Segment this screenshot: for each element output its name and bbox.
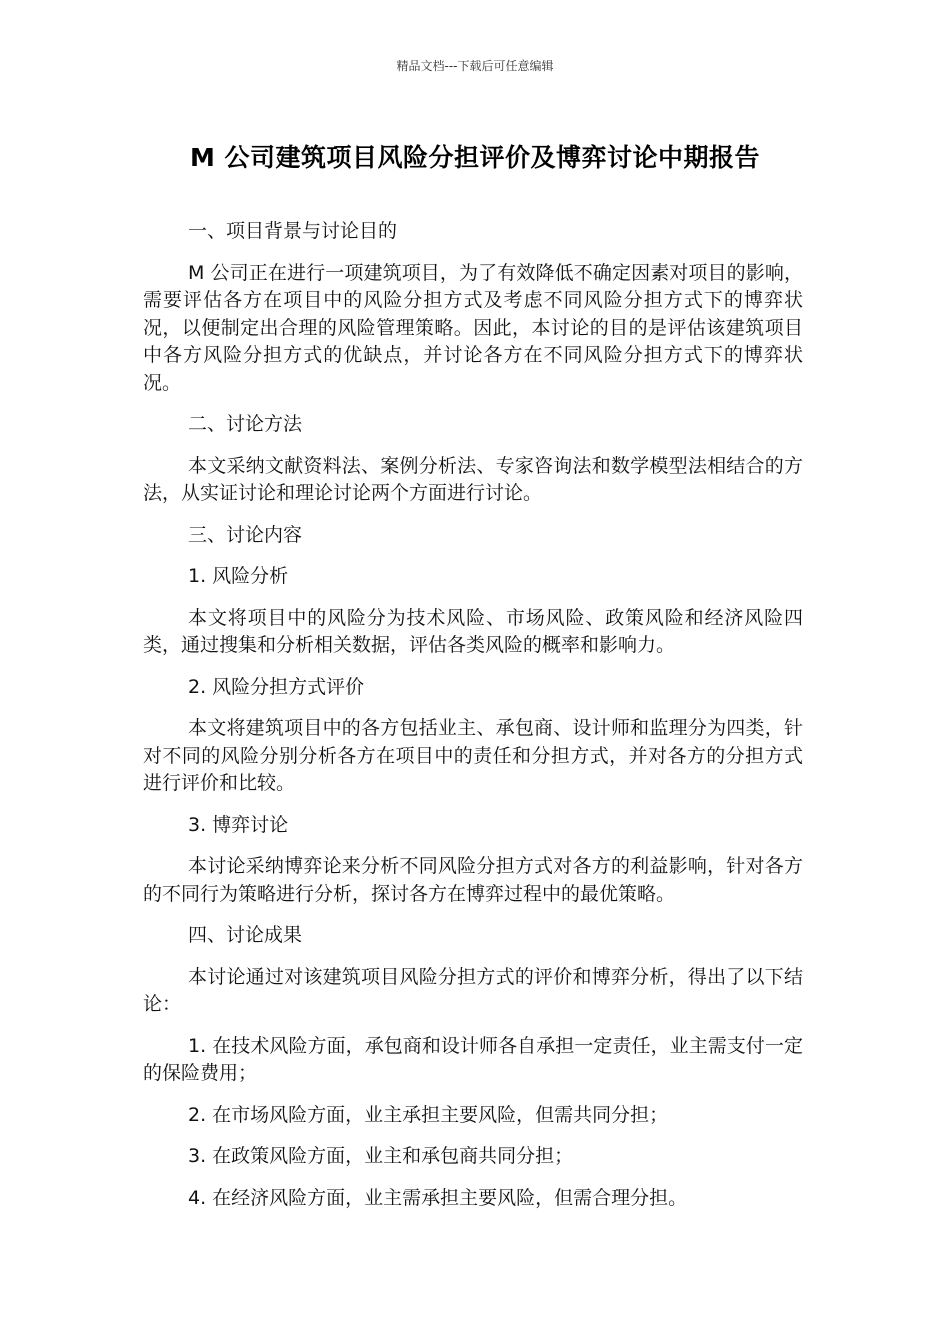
paragraph-risk-sharing: 本文将建筑项目中的各方包括业主、承包商、设计师和监理分为四类，针对不同的风险分别分析各方在项目中的责任和分担方式，并对各方的分担方式进行评价和比较。: [143, 717, 803, 794]
section-heading-background: 一、项目背景与讨论目的: [188, 220, 398, 242]
document-title: M 公司建筑项目风险分担评价及博弈讨论中期报告: [189, 143, 761, 172]
paragraph-results-intro: 本讨论通过对该建筑项目风险分担方式的评价和博弈分析，得出了以下结论：: [143, 965, 803, 1015]
list-item-conclusion: 1. 在技术风险方面，承包商和设计师各自承担一定责任，业主需支付一定的保险费用；: [143, 1034, 803, 1084]
paragraph-background: M 公司正在进行一项建筑项目，为了有效降低不确定因素对项目的影响，需要评估各方在项目中的风险分担方式及考虑不同风险分担方式下的博弈状况，以便制定出合理的风险管理策略。因此，本讨论的目的是评估该建筑项目中各方风险分担方式的优缺点，并讨论各方在不同风险分担方式下的博弈状况。: [143, 261, 803, 394]
section-heading-results: 四、讨论成果: [188, 924, 303, 946]
section-heading-content: 三、讨论内容: [188, 523, 303, 546]
list-item-conclusion: 2. 在市场风险方面，业主承担主要风险，但需共同分担；: [188, 1103, 669, 1126]
section-heading-method: 二、讨论方法: [188, 413, 303, 435]
list-item-conclusion: 3. 在政策风险方面，业主和承包商共同分担；: [188, 1145, 574, 1167]
list-item-conclusion: 4. 在经济风险方面，业主需承担主要风险，但需合理分担。: [188, 1186, 688, 1209]
document-body: [143, 218, 803, 1226]
header-note: 精品文档---下载后可任意编辑: [396, 59, 554, 73]
paragraph-method: 本文采纳文献资料法、案例分析法、专家咨询法和数学模型法相结合的方法，从实证讨论和理论讨论两个方面进行讨论。: [143, 454, 803, 504]
subheading-risk-sharing: 2. 风险分担方式评价: [188, 675, 365, 698]
paragraph-risk-analysis: 本文将项目中的风险分为技术风险、市场风险、政策风险和经济风险四类，通过搜集和分析相关数据，评估各类风险的概率和影响力。: [143, 606, 803, 656]
subheading-risk-analysis: 1. 风险分析: [188, 565, 289, 587]
subheading-game-study: 3. 博弈讨论: [188, 813, 289, 836]
paragraph-game-study: 本讨论采纳博弈论来分析不同风险分担方式对各方的利益影响，针对各方的不同行为策略进行分析，探讨各方在博弈过程中的最优策略。: [143, 855, 803, 905]
